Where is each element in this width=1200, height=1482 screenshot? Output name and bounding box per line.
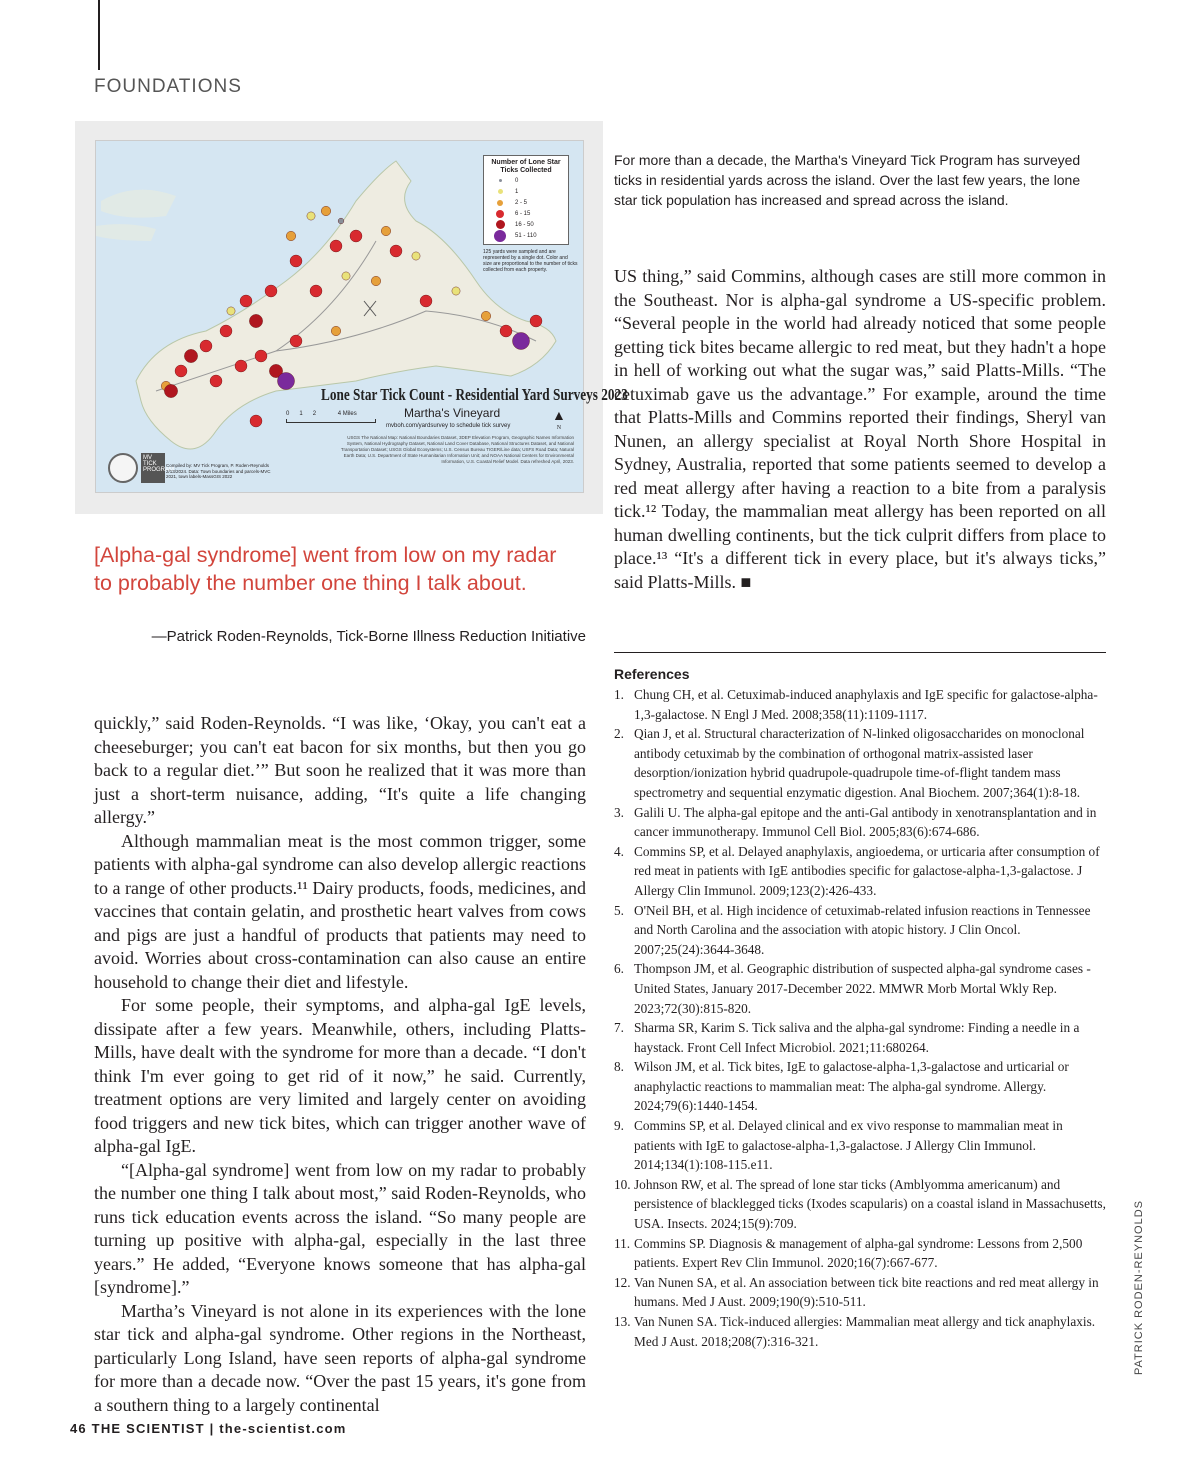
legend-dot-icon: [496, 220, 505, 229]
paragraph: Although mammalian meat is the most common trigger, some patients with alpha-gal syndrome can also develop allergic reactions to a range of other products.¹¹ Dairy products, foods, medicines, and vaccines that contain gelatin, and prosthetic heart valves from cows and pigs are just a handful of products that patients may need to avoid. Worries about cross-contamination can also cause an entire household to change their diet and lifestyle.: [94, 830, 586, 992]
map-sources: USGS The National Map: National Boundaries Dataset, 3DEP Elevation Program, Geographic Names Information System, National Hydrography Dataset, National Land Cover Database, National Structures Dataset, and National Transportation Dataset; USGS Global Ecosystems; U.S. Census Bureau TIGER/Line data; USFS Road Data; Natural Earth Data; U.S. Department of State Humanitarian Information Unit; and NOAA National Centers for Environmental Information, U.S. Coastal Relief Model. Data refreshed April, 2023.: [340, 435, 574, 464]
tick-sample-dot: [310, 285, 322, 297]
reference-text: Thompson JM, et al. Geographic distribution of suspected alpha-gal syndrome cases - United States, January 2017-December 2022. MMWR Morb Mortal Wkly Rep. 2023;72(30):815-820.: [634, 961, 1091, 1016]
reference-number: 12.: [614, 1274, 631, 1290]
tick-sample-dot: [200, 340, 212, 352]
reference-item: [614, 1234, 1106, 1273]
tick-sample-dot: [250, 415, 262, 427]
legend-label: 16 - 50: [515, 221, 534, 228]
legend-label: 51 - 110: [515, 232, 537, 239]
tick-sample-dot: [235, 360, 247, 372]
tick-sample-dot: [500, 325, 512, 337]
legend-item: [487, 219, 565, 230]
reference-number: 8.: [614, 1059, 624, 1075]
legend-dot-icon: [496, 210, 504, 218]
tick-sample-dot: [307, 212, 315, 220]
reference-text: Commins SP. Diagnosis & management of alpha-gal syndrome: Lessons from 2,500 patients. Expert Rev Clin Immunol. 2020;16(7):667-677.: [634, 1235, 1083, 1271]
reference-text: Van Nunen SA. Tick-induced allergies: Mammalian meat allergy and tick anaphylaxis. Med J Aust. 2018;208(7):316-321.: [634, 1314, 1096, 1349]
references-title: References: [614, 666, 690, 682]
map-legend: [483, 155, 569, 245]
scale-2: 2: [312, 411, 317, 417]
reference-text: Galili U. The alpha-gal epitope and the anti-Gal antibody in xenotransplantation and in cancer immunotherapy. Immunol Cell Biol. 2005;83(6):674-686.: [634, 804, 1097, 840]
pull-quote: [Alpha-gal syndrome] went from low on my radar to probably the number one thing I talk about.: [94, 543, 557, 595]
reference-text: Commins SP, et al. Delayed clinical and ex vivo response to mammalian meat in patients with IgE to galactose-alpha-1,3-galactose. J Allergy Clin Immunol. 2014;134(1):108-115.e11.: [634, 1118, 1063, 1173]
references: [614, 652, 1106, 1351]
tick-sample-dot: [331, 326, 341, 336]
reference-item: [614, 1312, 1106, 1351]
tick-sample-dot: [452, 287, 460, 295]
reference-number: 4.: [614, 843, 624, 859]
map-subtitle: Martha's Vineyard: [404, 406, 501, 420]
paragraph: quickly,” said Roden-Reynolds. “I was like, ‘Okay, you can't eat a cheeseburger; you can't eat bacon for six months, but then you go back to a regular diet.’” But soon he realized that it was more than just a short-term nuisance, adding, “It's quite a life changing allergy.”: [94, 713, 586, 827]
legend-label: 2 - 5: [515, 199, 528, 206]
legend-item: [487, 175, 565, 186]
paragraph: For some people, their symptoms, and alpha-gal IgE levels, dissipate after a few years. Meanwhile, others, including Platts-Mills, have dealt with the syndrome for more than a decade. “I don't think I'm ever going to get rid of it now,” he said. Currently, treatment options are very limited and largely center on avoiding food triggers and new tick bites, which can trigger another wave of alpha-gal IgE.: [94, 995, 586, 1156]
paragraph: Martha’s Vineyard is not alone in its experiences with the lone star tick and alpha-gal syndrome. Other regions in the Northeast, particularly Long Island, have seen reports of alpha-gal syndrome for more than a decade now. “Over the past 15 years, it's gone from a southern thing to a largely continental: [94, 1300, 586, 1415]
page-footer: 46 THE SCIENTIST | the-scientist.com: [70, 1421, 347, 1436]
tick-sample-dot: [420, 295, 432, 307]
boh-seal-logo: [108, 453, 138, 483]
figure: [75, 121, 628, 514]
tick-sample-dot: [249, 314, 262, 327]
legend-dot-icon: [499, 179, 502, 182]
reference-text: Wilson JM, et al. Tick bites, IgE to galactose-alpha-1,3-galactose and urticarial or anaphylactic reactions to mammalian meat: The alpha-gal syndrome. Allergy. 2024;79(6):1440-1454.: [634, 1059, 1069, 1114]
reference-item: [614, 901, 1106, 960]
legend-dot-icon: [497, 200, 503, 206]
tick-sample-dot: [412, 252, 420, 260]
tick-sample-dot: [255, 350, 267, 362]
reference-number: 9.: [614, 1118, 624, 1134]
paragraph: US thing,” said Commins, although cases are still more common in the Southeast. Nor is alpha-gal syndrome a US-specific problem. “Several people in the world had already noticed that some people getting tick bites became allergic to red meat, but they hadn't a hope in hell of working out what the sugar was,” said Platts-Mills. “The cetuximab gave us the advantage.” For example, around the time that Platts-Mills and Commins reported their findings, Sheryl van Nunen, an allergy specialist at Royal North Shore Hospital in Sydney, Australia, reported that some patients seemed to develop a red meat allergy after having a reaction to a bite from a paralysis tick.¹² Today, the mammalian meat allergy has been reported on all human dwelling continents, but the tick culprit differs from place to place.¹³ “It's a different tick in every place, but it's always ticks,” said Platts-Mills. ■: [614, 266, 1106, 592]
reference-item: [614, 685, 1106, 724]
tick-sample-dot: [227, 307, 235, 315]
reference-text: Qian J, et al. Structural characterization of N-linked oligosaccharides on monoclonal antibody cetuximab by the combination of orthogonal matrix-assisted laser desorption/ionization hybrid quadrupole-quadrupole time-of-flight tandem mass spectrometry and sequential enzymatic digestion. Anal Biochem. 2007;364(1):8-18.: [634, 726, 1085, 800]
reference-number: 7.: [614, 1020, 624, 1036]
tick-sample-dot: [371, 276, 381, 286]
legend-item: [487, 208, 565, 219]
photo-credit: PATRICK RODEN-REYNOLDS: [1133, 1199, 1145, 1375]
scale-4: 4 Miles: [337, 411, 357, 417]
reference-number: 1.: [614, 687, 624, 702]
tick-sample-dot: [290, 335, 302, 347]
tick-sample-dot: [350, 230, 362, 242]
legend-label: 1: [515, 188, 519, 195]
reference-item: [614, 803, 1106, 842]
reference-item: [614, 959, 1106, 1018]
map-title: Lone Star Tick Count - Residential Yard Surveys 2023: [321, 385, 628, 404]
figure-caption: For more than a decade, the Martha's Vineyard Tick Program has surveyed ticks in residential yards across the island. Over the last few years, the lone star tick population has increased and spread across the island.: [614, 152, 1081, 208]
legend-dot-icon: [494, 230, 506, 242]
legend-item: [487, 186, 565, 197]
reference-item: [614, 842, 1106, 901]
reference-number: 11.: [614, 1235, 631, 1251]
map-url: mvboh.com/yardsurvey to schedule tick survey: [386, 423, 511, 429]
reference-text: Chung CH, et al. Cetuximab-induced anaphylaxis and IgE specific for galactose-alpha-1,3-galactose. N Engl J Med. 2008;358(11):1109-1117.: [634, 687, 1098, 722]
reference-text: Johnson RW, et al. The spread of lone star ticks (Amblyomma americanum) and persistence of blacklegged ticks (Ixodes scapularis) on a coastal island in Massachusetts, USA. Insects. 2024;15(9):709.: [634, 1176, 1106, 1232]
reference-number: 6.: [614, 961, 624, 977]
north-arrow-icon: ▲ N: [552, 409, 566, 431]
tick-sample-dot: [184, 349, 197, 362]
pull-quote-attribution: —Patrick Roden-Reynolds, Tick-Borne Illness Reduction Initiative: [151, 628, 586, 645]
legend-label: 0: [515, 177, 519, 184]
reference-number: 2.: [614, 726, 624, 742]
section-label: FOUNDATIONS: [94, 76, 242, 97]
tick-sample-dot: [390, 245, 402, 257]
legend-item: [487, 230, 565, 241]
legend-label: 6 - 15: [515, 210, 531, 217]
reference-list: [614, 685, 1106, 1351]
reference-item: [614, 1057, 1106, 1116]
tick-sample-dot: [210, 375, 222, 387]
reference-item: [614, 1018, 1106, 1057]
reference-text: O'Neil BH, et al. High incidence of cetuximab-related infusion reactions in Tennessee and North Carolina and the association with atopic history. J Clin Oncol. 2007;25(24):3644-3648.: [634, 902, 1091, 957]
tick-sample-dot: [164, 384, 177, 397]
tick-sample-dot: [286, 231, 296, 241]
tick-sample-dot: [342, 272, 350, 280]
tick-map: [95, 140, 628, 493]
body-right-column: [614, 265, 1106, 594]
tick-sample-dot: [338, 218, 344, 224]
legend-note: 125 yards were sampled and are represented by a single dot. Color and size are proportional to the number of ticks collected from each property.: [483, 249, 578, 273]
tick-sample-dot: [290, 255, 302, 267]
reference-item: [614, 724, 1106, 802]
legend-title: Number of Lone Star Ticks Collected: [491, 159, 561, 174]
tick-sample-dot: [513, 333, 530, 350]
scale-bar: [286, 411, 376, 423]
tick-sample-dot: [278, 373, 295, 390]
reference-number: 3.: [614, 804, 624, 820]
paragraph: “[Alpha-gal syndrome] went from low on my radar to probably the number one thing I talk about most,” said Roden-Reynolds, who runs tick education events across the island. “So many people are turning up positive with alpha-gal, especially in the last three years.” He added, “Everyone knows someone that has alpha-gal [syndrome].”: [94, 1159, 586, 1297]
reference-number: 10.: [614, 1176, 631, 1192]
body-left-column: [94, 712, 586, 1417]
scale-0: 0: [286, 411, 290, 417]
vertical-rule: [98, 0, 100, 70]
tick-sample-dot: [220, 325, 232, 337]
reference-item: [614, 1273, 1106, 1312]
legend-dot-icon: [498, 189, 503, 194]
tick-sample-dot: [321, 206, 331, 216]
reference-number: 13.: [614, 1314, 631, 1329]
tick-sample-dot: [330, 240, 342, 252]
tick-sample-dot: [175, 365, 187, 377]
north-label: N: [556, 425, 562, 431]
legend-item: [487, 197, 565, 208]
tick-sample-dot: [530, 315, 542, 327]
reference-number: 5.: [614, 902, 624, 918]
map-credit: Compiled by: MV Tick Program, P. Roden-Reynolds 2/13/2024. Data: Town boundaries and parcels-MVC 2021, town labels-MassGIS 2022: [166, 463, 271, 479]
reference-text: Commins SP, et al. Delayed anaphylaxis, angioedema, or urticaria after consumption of red meat in patients with IgE antibodies specific for galactose-alpha-1,3-galactose. J Allergy Clin Immunol. 2009;123(2):426-433.: [634, 843, 1100, 898]
reference-item: [614, 1116, 1106, 1175]
reference-text: Sharma SR, Karim S. Tick saliva and the alpha-gal syndrome: Finding a needle in a haystack. Front Cell Infect Microbiol. 2021;11:680264.: [634, 1020, 1080, 1055]
tick-sample-dot: [481, 311, 491, 321]
reference-text: Van Nunen SA, et al. An association between tick bite reactions and red meat allergy in humans. Med J Aust. 2009;190(9):510-511.: [634, 1274, 1099, 1310]
tick-sample-dot: [265, 285, 277, 297]
mv-tick-program-logo: MV TICK PROGRAM: [141, 453, 165, 483]
tick-sample-dot: [240, 295, 252, 307]
reference-item: [614, 1175, 1106, 1234]
scale-1: 1: [299, 411, 303, 417]
tick-sample-dot: [381, 226, 391, 236]
